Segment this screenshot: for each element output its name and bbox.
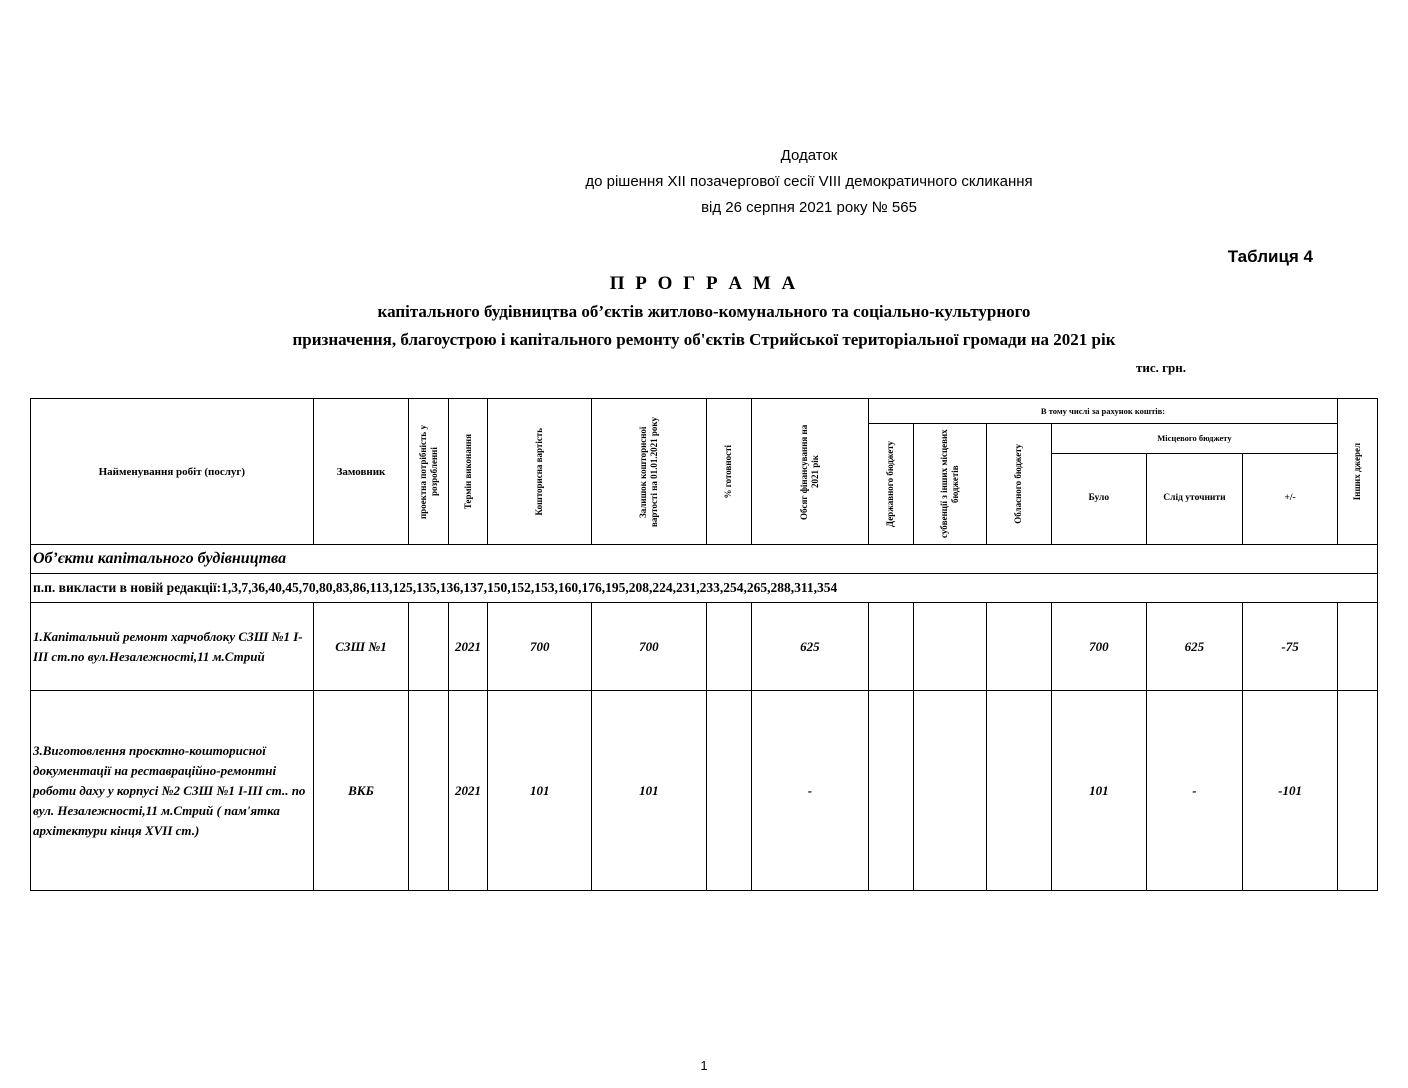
cell-state-budget	[868, 691, 914, 891]
th-oblast-budget: Обласного бюджету	[987, 424, 1051, 545]
cell-contract-value: 700	[488, 603, 592, 691]
th-customer: Замовник	[313, 399, 409, 545]
th-contract-value: Кошторисна вартість	[488, 399, 592, 545]
th-financing-2021: Обсяг фінансування на 2021 рік	[752, 399, 868, 545]
cell-work-name: 3.Виготовлення проєктно-кошторисної документації на реставраційно-ремонтні роботи даху у корпусі №2 СЗШ №1 I-III ст.. по вул. Незалежності,11 м.Стрий ( пам'ятка архітектури кінця XVII ст.)	[31, 691, 314, 891]
note-text: п.п. викласти в новій редакції:1,3,7,36,40,45,70,80,83,86,113,125,135,136,137,150,152,153,160,176,195,208,224,231,233,254,265,288,311,354	[31, 574, 1378, 603]
cell-customer: ВКБ	[313, 691, 409, 891]
page-subtitle-line-1: капітального будівництва об’єктів житлово-комунального та соціально-культурного	[377, 302, 1031, 321]
cell-readiness	[706, 691, 752, 891]
program-table	[30, 398, 1378, 891]
section-title: Об’єкти капітального будівництва	[31, 545, 1378, 574]
cell-state-budget	[868, 603, 914, 691]
document-header	[0, 143, 1408, 221]
cell-to-clarify: 625	[1147, 603, 1243, 691]
th-project-need: проектна потрібність у розробленні	[409, 399, 448, 545]
th-plus-minus: +/-	[1242, 453, 1338, 544]
cell-plus-minus: -101	[1242, 691, 1338, 891]
cell-was: 700	[1051, 603, 1147, 691]
cell-work-name: 1.Капітальний ремонт харчоблоку СЗШ №1 I-III ст.по вул.Незалежності,11 м.Стрий	[31, 603, 314, 691]
table-body	[31, 545, 1378, 891]
cell-project-need	[409, 691, 448, 891]
appendix-label: Додаток	[780, 147, 838, 164]
cell-other-sources	[1338, 691, 1378, 891]
cell-plus-minus: -75	[1242, 603, 1338, 691]
page-title: П Р О Г Р А М А	[609, 273, 799, 294]
cell-readiness	[706, 603, 752, 691]
cell-to-clarify: -	[1147, 691, 1243, 891]
th-other-sources: Інших джерел	[1338, 399, 1378, 545]
th-local-budget: Місцевого бюджету	[1051, 424, 1338, 454]
cell-financing-2021: -	[752, 691, 868, 891]
th-term: Термін виконання	[448, 399, 487, 545]
section-header-row	[31, 545, 1378, 574]
cell-subvention	[914, 691, 987, 891]
cell-oblast-budget	[987, 603, 1051, 691]
table-row	[31, 691, 1378, 891]
th-subvention: субвенції з інших місцевих бюджетів	[914, 424, 987, 545]
table-row	[31, 603, 1378, 691]
table-head	[31, 399, 1378, 545]
decision-reference-line: до рішення XII позачергової сесії VIII демократичного скликання	[585, 173, 1033, 190]
th-work-name: Найменування робіт (послуг)	[31, 399, 314, 545]
cell-remaining-estimate: 700	[592, 603, 706, 691]
cell-other-sources	[1338, 603, 1378, 691]
cell-term: 2021	[448, 691, 487, 891]
units-label: тис. грн.	[1135, 360, 1186, 375]
cell-project-need	[409, 603, 448, 691]
cell-subvention	[914, 603, 987, 691]
th-remaining-estimate: Залишок кошторисної вартості на 01.01.2021 року	[592, 399, 706, 545]
cell-was: 101	[1051, 691, 1147, 891]
decision-date-line: від 26 серпня 2021 року № 565	[701, 199, 917, 216]
page-number: 1	[700, 1058, 708, 1073]
cell-financing-2021: 625	[752, 603, 868, 691]
th-state-budget: Державного бюджету	[868, 424, 914, 545]
th-was: Було	[1051, 453, 1147, 544]
document-title-block	[0, 270, 1408, 354]
page-subtitle-line-2: призначення, благоустрою і капітального ремонту об'єктів Стрийської територіальної громади на 2021 рік	[292, 330, 1116, 349]
cell-remaining-estimate: 101	[592, 691, 706, 891]
cell-contract-value: 101	[488, 691, 592, 891]
note-row	[31, 574, 1378, 603]
cell-term: 2021	[448, 603, 487, 691]
cell-customer: СЗШ №1	[313, 603, 409, 691]
th-to-clarify: Слід уточнити	[1147, 453, 1243, 544]
th-readiness: % готовності	[706, 399, 752, 545]
th-group-sources: В тому числі за рахунок коштів:	[868, 399, 1338, 424]
table-number-label: Таблиця 4	[1227, 247, 1313, 266]
cell-oblast-budget	[987, 691, 1051, 891]
header-row-1	[31, 399, 1378, 424]
